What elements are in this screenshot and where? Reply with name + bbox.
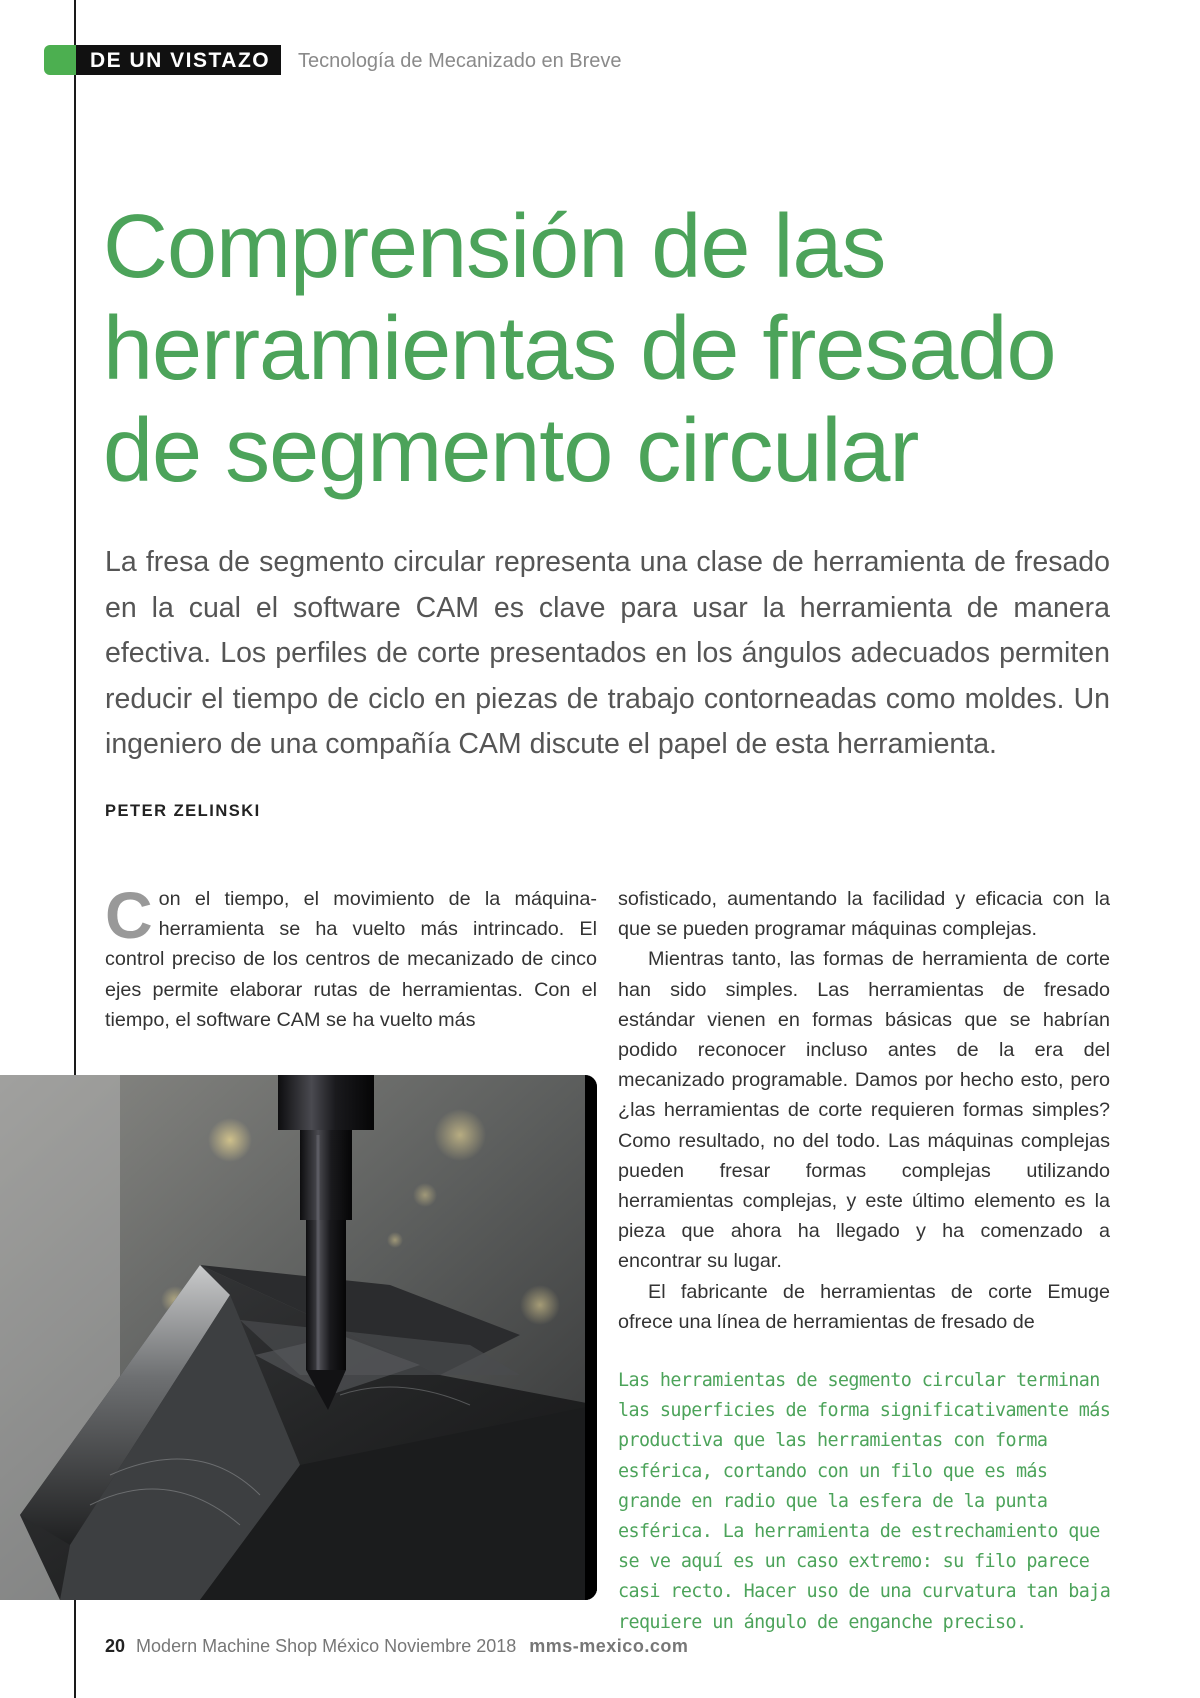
byline: PETER ZELINSKI [105, 802, 261, 820]
page-number: 20 [105, 1636, 126, 1656]
body-column-1 [105, 878, 597, 1035]
body-column-2 [618, 884, 1110, 1337]
body-paragraph: El fabricante de herramientas de corte Emuge ofrece una línea de herramientas de fresado de [618, 1280, 1110, 1333]
page-footer [105, 1636, 688, 1657]
body-paragraph [105, 878, 597, 1035]
publication-name: Modern Machine Shop México Noviembre 2018 [136, 1636, 517, 1656]
article-title: Comprensión de las herramientas de fresado de segmento circular [103, 197, 1056, 501]
photo-caption: Las herramientas de segmento circular terminan las superficies de forma significativamente más productiva que las herramientas con forma esférica, cortando con un filo que es más grande en radio que la esfera de la punta esférica. La herramienta de estrechamiento que se ve aquí es un caso extremo: su filo parece casi recto. Hacer uso de una curvatura tan baja requiere un ángulo de enganche preciso. [618, 1370, 1111, 1633]
milling-tool-photo [0, 1075, 597, 1600]
website-url: mms-mexico.com [529, 1636, 689, 1656]
section-tag: DE UN VISTAZO [90, 49, 271, 72]
milling-tool-illustration [0, 1075, 597, 1600]
section-tag-accent [44, 45, 76, 75]
article-deck: La fresa de segmento circular representa una clase de herramienta de fresado en la cual el software CAM es clave para usar la herramienta de manera efectiva. Los perfiles de corte presentados en los ángulos adecuados permiten reducir el tiempo de ciclo en piezas de trabajo contorneadas como moldes. Un ingeniero de una compañía CAM discute el papel de esta herramienta. [105, 546, 1110, 760]
section-subtitle: Tecnología de Mecanizado en Breve [298, 50, 622, 72]
body-paragraph-text: on el tiempo, el movimiento de la máquina-herramienta se ha vuelto más intrincado. El control preciso de los centros de mecanizado de cinco ejes permite elaborar rutas de herramientas. Con el tiempo, el software CAM se ha vuelto más [105, 888, 597, 1031]
drop-cap: C [105, 878, 153, 952]
body-paragraph: sofisticado, aumentando la facilidad y eficacia con la que se pueden programar máquinas complejas. [618, 888, 1110, 941]
body-paragraph: Mientras tanto, las formas de herramienta de corte han sido simples. Las herramientas de fresado estándar vienen en formas básicas que se habrían podido reconocer incluso antes de la era del mecanizado programable. Damos por hecho esto, pero ¿las herramientas de corte requieren formas simples? Como resultado, no del todo. Las máquinas complejas pueden fresar formas complejas utilizando herramientas complejas, y este último elemento es la pieza que ahora ha llegado y ha comenzado a encontrar su lugar. [618, 948, 1110, 1273]
